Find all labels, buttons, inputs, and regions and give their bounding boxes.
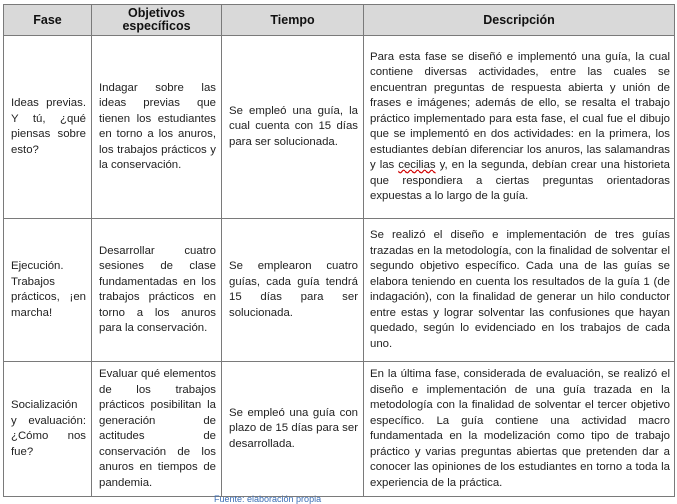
- table-caption: Fuente: elaboración propia: [214, 494, 322, 504]
- header-tiempo: Tiempo: [222, 5, 364, 36]
- cell-tiempo: Se empleó una guía, la cual cuenta con 15 días para ser solucionada.: [222, 36, 364, 219]
- header-descripcion: Descripción: [364, 5, 675, 36]
- table-row: [4, 36, 675, 219]
- header-objetivos: Objetivos específicos: [92, 5, 222, 36]
- cell-objetivo: Evaluar qué elementos de los trabajos prácticos posibilitan la generación de actitudes de conservación de los anuros en tiempos de pandemia.: [92, 362, 222, 497]
- spellcheck-marked-word: cecilias: [398, 159, 436, 171]
- phases-table: [3, 4, 675, 497]
- table-row: [4, 219, 675, 362]
- cell-objetivo: Desarrollar cuatro sesiones de clase fundamentadas en los trabajos prácticos en torno a los anuros para la conservación.: [92, 219, 222, 362]
- cell-fase: Ejecución. Trabajos prácticos, ¡en marcha!: [4, 219, 92, 362]
- cell-descripcion: Se realizó el diseño e implementación de tres guías trazadas en la metodología, con la finalidad de solventar el segundo objetivo específico. Cada una de las guías se elabora teniendo en cuenta los resultados de la guía 1 (de indagación), con la finalidad de generar un hilo conductor entre estas y lograr solventar las confusiones que hayan quedado, según lo evidenciado en los trabajos de cada uno.: [364, 219, 675, 362]
- descripcion-text-after: y, en la segunda, debían crear una historieta que respondiera a ciertas preguntas orientadoras expuestas a lo largo de la guía.: [370, 159, 670, 202]
- header-row: [4, 5, 675, 36]
- cell-fase: Ideas previas. Y tú, ¿qué piensas sobre esto?: [4, 36, 92, 219]
- cell-objetivo: Indagar sobre las ideas previas que tienen los estudiantes en torno a los anuros, los trabajos prácticos y la conservación.: [92, 36, 222, 219]
- table-row: [4, 362, 675, 497]
- header-fase: Fase: [4, 5, 92, 36]
- cell-fase: Socialización y evaluación: ¿Cómo nos fue?: [4, 362, 92, 497]
- cell-descripcion: En la última fase, considerada de evaluación, se realizó el diseño e implementación de una guía trazada en la metodología con la finalidad de solventar el tercer objetivo específico. La guía contiene una actividad macro fundamentada en la modelización como tipo de trabajo práctico y varias preguntas abiertas que pretenden dar a conocer las opiniones de los estudiantes en torno a toda la experiencia de la práctica.: [364, 362, 675, 497]
- cell-tiempo: Se empleó una guía con plazo de 15 días para ser desarrollada.: [222, 362, 364, 497]
- cell-tiempo: Se emplearon cuatro guías, cada guía tendrá 15 días para ser solucionada.: [222, 219, 364, 362]
- descripcion-text-before: Para esta fase se diseñó e implementó una guía, la cual contiene diversas actividades, entre las cuales se encuentran preguntas de respuesta abierta y unión de frases e imágenes; además de ello, se resalta el trabajo práctico implementado para esta fase, el cual fue el dibujo que se implementó en dos actividades: en la primera, los estudiantes debían diferenciar los anuros, las salamandras y las: [370, 50, 670, 171]
- cell-descripcion: [364, 36, 675, 219]
